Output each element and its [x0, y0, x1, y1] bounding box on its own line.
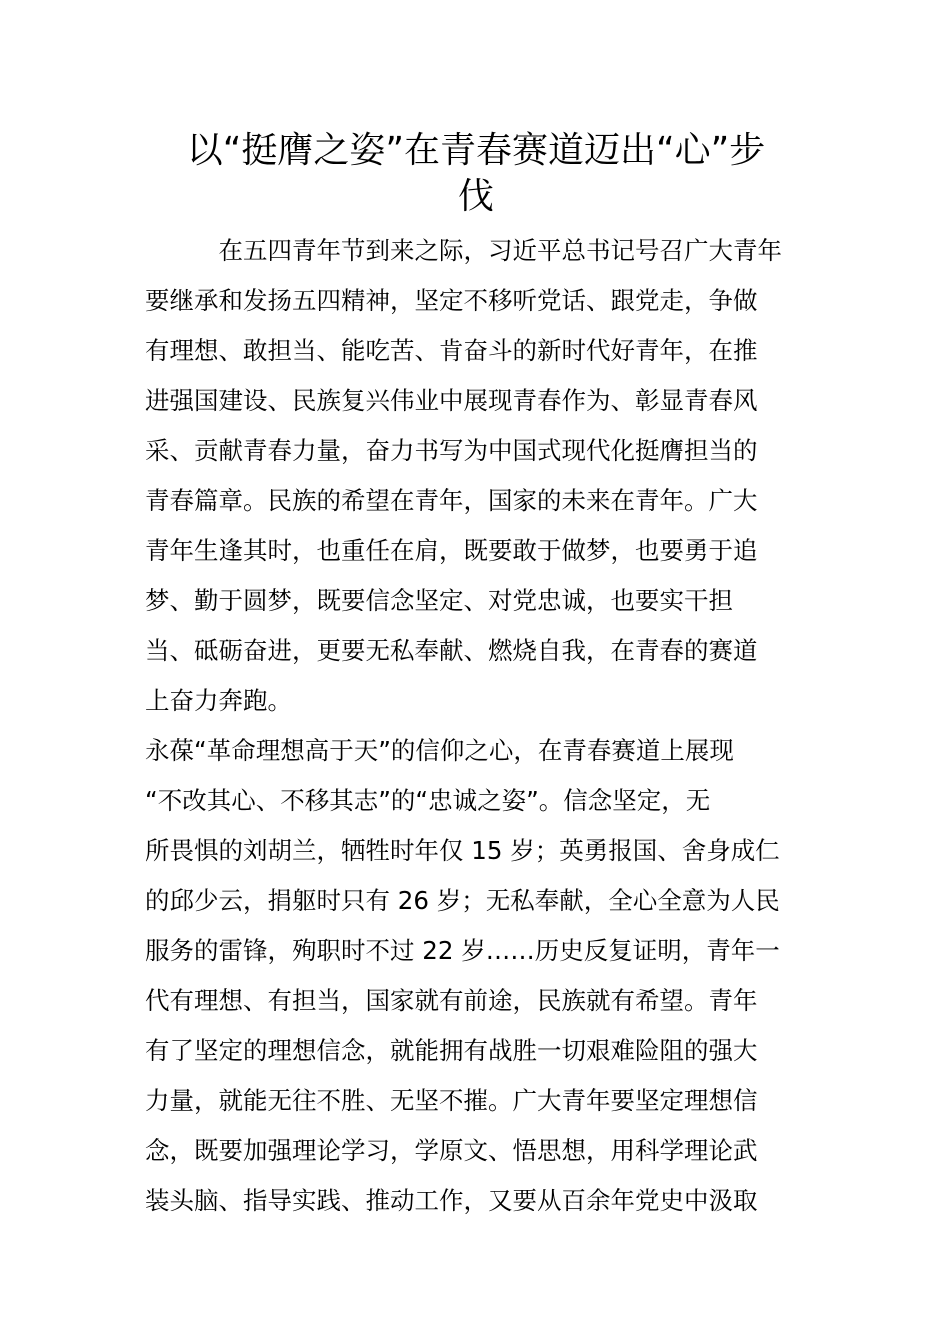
body-line: 有理想、敢担当、能吃苦、肯奋斗的新时代好青年，在推	[145, 336, 758, 365]
title-line-1: 以“挺膺之姿”在青春赛道迈出“心”步	[186, 130, 766, 171]
body-line: 永葆“革命理想高于天”的信仰之心，在青春赛道上展现	[145, 736, 734, 765]
body-line: 在五四青年节到来之际，习近平总书记号召广大青年	[145, 236, 782, 265]
body-line: 进强国建设、民族复兴伟业中展现青春作为、彰显青春风	[145, 386, 758, 415]
body-line: 服务的雷锋，殉职时不过 22 岁……历史反复证明，青年一	[145, 936, 780, 965]
body-line: 代有理想、有担当，国家就有前途，民族就有希望。青年	[145, 986, 758, 1015]
body-line: 当、砥砺奋进，更要无私奉献、燃烧自我，在青春的赛道	[145, 636, 758, 665]
body-line: “不改其心、不移其志”的“忠诚之姿”。信念坚定，无	[145, 786, 711, 815]
body-line: 要继承和发扬五四精神，坚定不移听党话、跟党走，争做	[145, 286, 758, 315]
title-line-2: 伐	[457, 176, 494, 217]
body-line: 所畏惧的刘胡兰，牺牲时年仅 15 岁；英勇报国、舍身成仁	[145, 836, 780, 865]
body-line: 装头脑、指导实践、推动工作，又要从百余年党史中汲取	[145, 1186, 758, 1215]
body-line: 青春篇章。民族的希望在青年，国家的未来在青年。广大	[145, 486, 758, 515]
body-line: 青年生逢其时，也重任在肩，既要敢于做梦，也要勇于追	[145, 536, 758, 565]
body-line: 采、贡献青春力量，奋力书写为中国式现代化挺膺担当的	[145, 436, 758, 465]
body-line: 有了坚定的理想信念，就能拥有战胜一切艰难险阻的强大	[145, 1036, 758, 1065]
body-line: 的邱少云，捐躯时只有 26 岁；无私奉献，全心全意为人民	[145, 886, 780, 915]
body-text	[145, 229, 810, 1229]
body-line: 梦、勤于圆梦，既要信念坚定、对党忠诚，也要实干担	[145, 586, 733, 615]
body-line: 上奋力奔跑。	[145, 686, 292, 715]
body-line: 念，既要加强理论学习，学原文、悟思想，用科学理论武	[145, 1136, 758, 1165]
body-line: 力量，就能无往不胜、无坚不摧。广大青年要坚定理想信	[145, 1086, 758, 1115]
document-title	[145, 128, 807, 220]
